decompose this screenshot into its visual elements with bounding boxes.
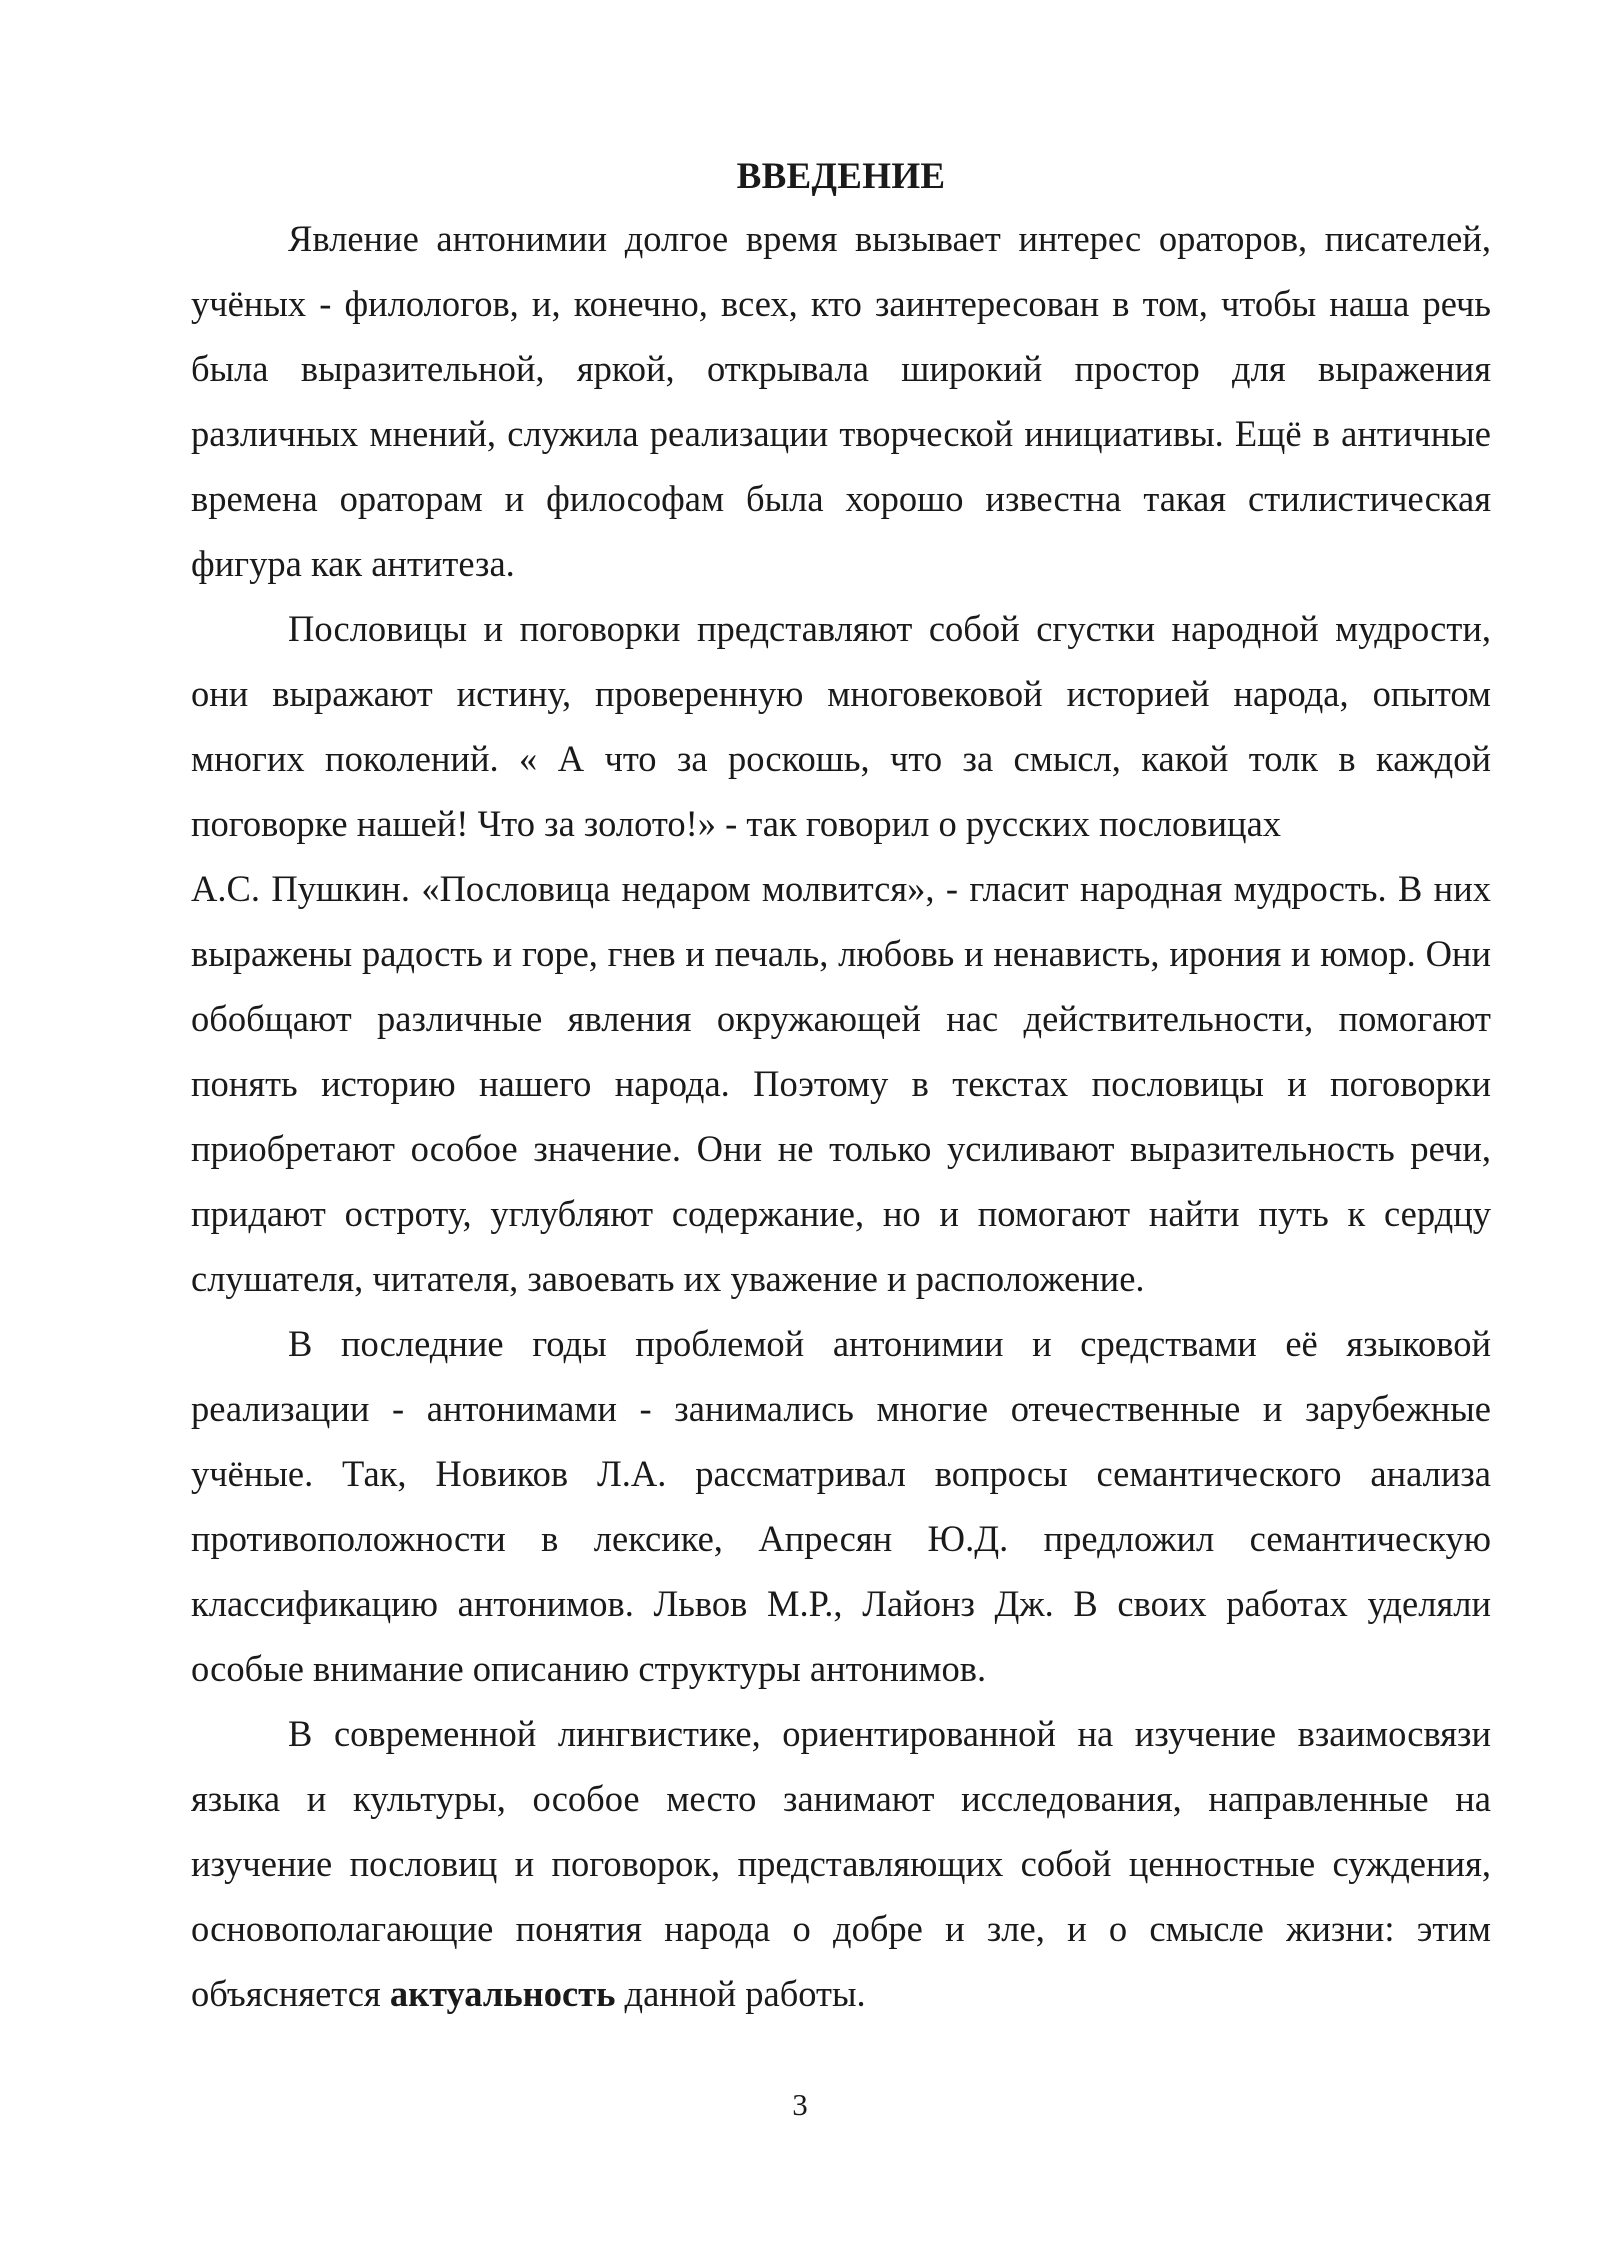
- paragraph-4-text-after: данной работы.: [615, 1973, 866, 2014]
- section-title: ВВЕДЕНИЕ: [736, 156, 946, 197]
- page-number: 3: [792, 2087, 808, 2122]
- paragraph-1: Явление антонимии долгое время вызывает интерес ораторов, писателей, учёных - филологов, и, конечно, всех, кто заинтересован в том, чтобы наша речь была выразительной, яркой, открывала широкий простор для выражения различных мнений, служила реализации творческой инициативы. Ещё в античные времена ораторам и философам была хорошо известна такая стилистическая фигура как антитеза.: [191, 218, 1491, 584]
- paragraph-2-part-1: Пословицы и поговорки представляют собой сгустки народной мудрости, они выражают истину, проверенную многовековой историей народа, опытом многих поколений. « А что за роскошь, что за смысл, какой толк в каждой поговорке нашей! Что за золото!» - так говорил о русских пословицах: [191, 608, 1491, 844]
- page-body: [191, 148, 1491, 2026]
- relevance-term: актуальность: [389, 1973, 616, 2014]
- paragraph-2-part-2: А.С. Пушкин. «Пословица недаром молвится», - гласит народная мудрость. В них выражены радость и горе, гнев и печаль, любовь и ненависть, ирония и юмор. Они обобщают различные явления окружающей нас действительности, помогают понять историю нашего народа. Поэтому в текстах пословицы и поговорки приобретают особое значение. Они не только усиливают выразительность речи, придают остроту, углубляют содержание, но и помогают найти путь к сердцу слушателя, читателя, завоевать их уважение и расположение.: [191, 868, 1491, 1299]
- paragraph-4-text-before: В современной лингвистике, ориентированной на изучение взаимосвязи языка и культуры, особое место занимают исследования, направленные на изучение пословиц и поговорок, представляющих собой ценностные суждения, основополагающие понятия народа о добре и зле, и о смысле жизни: этим объясняется: [191, 1713, 1491, 2014]
- paragraph-2: [191, 596, 1491, 1311]
- paragraph-3: В последние годы проблемой антонимии и средствами её языковой реализации - антонимами - занимались многие отечественные и зарубежные учёные. Так, Новиков Л.А. рассматривал вопросы семантического анализа противоположности в лексике, Апресян Ю.Д. предложил семантическую классификацию антонимов. Львов М.Р., Лайонз Дж. В своих работах уделяли особые внимание описанию структуры антонимов.: [191, 1323, 1491, 1689]
- paragraph-4: [191, 1701, 1491, 2026]
